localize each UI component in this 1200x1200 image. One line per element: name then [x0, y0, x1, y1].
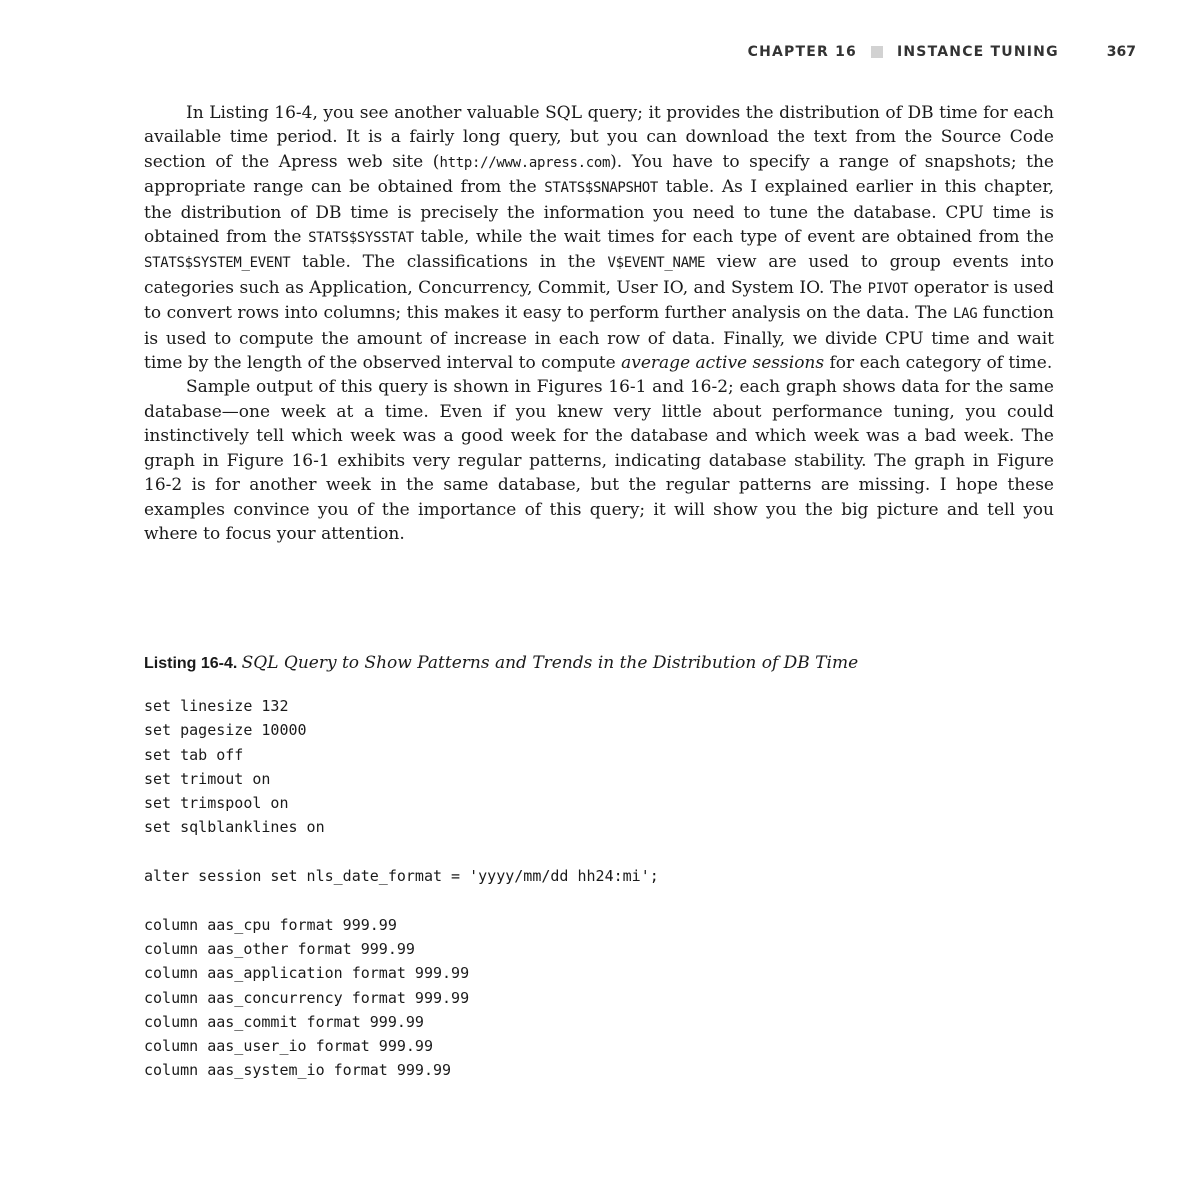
code-line: set trimspool on — [144, 794, 289, 813]
text-run: In Listing 16-4, you see another valuable SQL query; it provides the distribution of DB time for each available time period. It is a fairly long query, but you can download the text from the Source Code section of the Apress web site ( — [144, 103, 1054, 172]
code-line: column aas_concurrency format 999.99 — [144, 988, 470, 1007]
text-run: operator is used to convert rows into columns; this makes it easy to perform further analysis on the data. The — [144, 277, 1055, 324]
text-run: function is used to compute the amount of increase in each row of data. Finally, we divide CPU time and wait time by the length of the observed interval to compute — [144, 303, 1054, 374]
emphasis-term: average active sessions — [621, 353, 825, 374]
chapter-label: CHAPTER 16 — [747, 44, 857, 60]
code-term: PIVOT — [867, 280, 909, 297]
code-line: set tab off — [144, 745, 244, 764]
section-title: INSTANCE TUNING — [896, 44, 1059, 60]
code-line: column aas_other format 999.99 — [144, 939, 415, 958]
code-line: column aas_system_io format 999.99 — [144, 1061, 452, 1080]
code-term: LAG — [952, 306, 978, 323]
text-run: table, while the wait times for each type of event are obtained from the — [413, 227, 1054, 248]
paragraph-2: Sample output of this query is shown in Figures 16-1 and 16-2; each graph shows data for the same database—one week at a time. Even if you knew very little about performance tuning, you could instinctively tell which week was a good week for the database and which week was a bad week. The graph in Figure 16-1 exhibits very regular patterns, indicating database stability. The graph in Figure 16-2 is for another week in the same database, but the regular patterns are missing. I hope these examples convince you of the importance of this query; it will show you the big picture and tell you where to focus your attention. — [144, 377, 1054, 544]
code-term: STATS$SYSSTAT — [308, 230, 414, 247]
code-line: set trimout on — [144, 769, 271, 788]
code-line: set sqlblanklines on — [144, 818, 325, 837]
body-text — [144, 101, 1054, 546]
code-line: column aas_commit format 999.99 — [144, 1012, 424, 1031]
code-line: alter session set nls_date_format = 'yyyy/mm/dd hh24:mi'; — [144, 867, 659, 886]
code-line — [144, 888, 659, 912]
code-line: column aas_user_io format 999.99 — [144, 1037, 433, 1056]
listing-title: SQL Query to Show Patterns and Trends in the Distribution of DB Time — [241, 653, 859, 673]
text-run: ). You have to specify a range of snapshots; the appropriate range can be obtained from the — [144, 151, 1054, 198]
text-run: for each category of time. — [824, 353, 1053, 374]
code-line: set linesize 132 — [144, 697, 289, 715]
code-listing — [144, 694, 659, 1083]
listing-caption — [144, 651, 1054, 676]
code-term: STATS$SNAPSHOT — [544, 180, 659, 197]
code-term: STATS$SYSTEM_EVENT — [144, 255, 291, 272]
apress-url: http://www.apress.com — [439, 154, 611, 171]
code-term: V$EVENT_NAME — [607, 255, 706, 272]
code-line — [144, 840, 659, 864]
text-run: view are used to group events into categories such as Application, Concurrency, Commit, User IO, and System IO. The — [144, 252, 1054, 298]
paragraph-1 — [144, 101, 1054, 375]
running-head — [748, 44, 1136, 60]
text-run: table. As I explained earlier in this chapter, the distribution of DB time is precisely the information you need to tune the database. CPU time is obtained from the — [144, 177, 1054, 248]
header-separator — [871, 46, 883, 58]
text-run: table. The classifications in the — [290, 252, 608, 273]
listing-label: Listing 16-4. — [144, 655, 238, 672]
code-line: set pagesize 10000 — [144, 721, 307, 740]
code-line: column aas_application format 999.99 — [144, 964, 470, 983]
page-number: 367 — [1106, 44, 1136, 60]
code-line: column aas_cpu format 999.99 — [144, 915, 397, 934]
